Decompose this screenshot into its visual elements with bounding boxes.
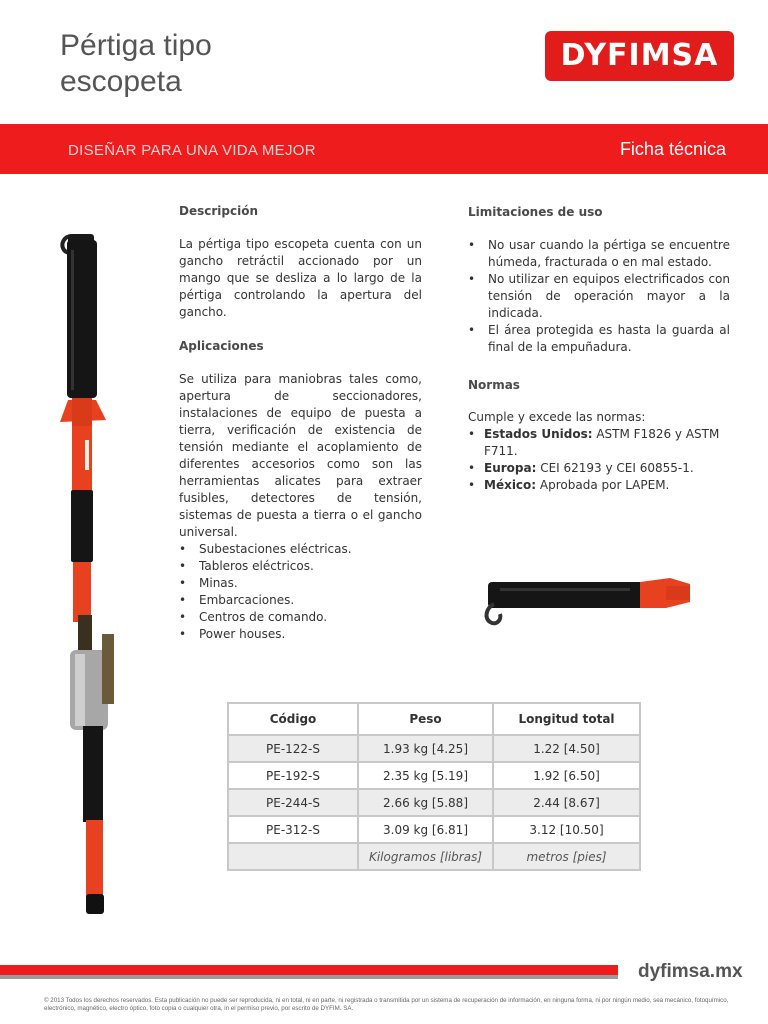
table-cell: PE-122-S <box>228 735 358 762</box>
list-item: • Tableros eléctricos. <box>179 558 422 575</box>
column-header: Longitud total <box>493 703 640 735</box>
normas-list <box>468 426 748 494</box>
header-band <box>0 124 768 174</box>
norma-label: Estados Unidos: <box>484 427 593 441</box>
footer-red-bar <box>0 965 618 975</box>
title-line-1: Pértiga tipo <box>60 29 212 62</box>
table-cell: 1.22 [4.50] <box>493 735 640 762</box>
table-row <box>228 735 640 762</box>
normas-section <box>468 378 748 494</box>
table-cell: 2.44 [8.67] <box>493 789 640 816</box>
list-item: • Centros de comando. <box>179 609 422 626</box>
list-item: • Embarcaciones. <box>179 592 422 609</box>
table-units-row <box>228 843 640 870</box>
table-row <box>228 762 640 789</box>
shotgun-stick-vertical-image <box>50 230 130 920</box>
page-title <box>60 28 360 100</box>
column-header: Código <box>228 703 358 735</box>
left-column <box>179 204 422 643</box>
footer-grey-bar <box>0 975 618 979</box>
table-cell: metros [pies] <box>493 843 640 870</box>
norma-value: ASTM F1826 y ASTM F711. <box>484 427 720 458</box>
list-item: • No utilizar en equipos electrificados con tensión de operación mayor a la indicada. <box>468 271 730 322</box>
table-cell: 1.92 [6.50] <box>493 762 640 789</box>
aplicaciones-heading: Aplicaciones <box>179 339 264 353</box>
list-item: • Minas. <box>179 575 422 592</box>
slogan: DISEÑAR PARA UNA VIDA MEJOR <box>68 142 316 159</box>
list-item: • Power houses. <box>179 626 422 643</box>
table-cell: 1.93 kg [4.25] <box>358 735 493 762</box>
table-cell: PE-244-S <box>228 789 358 816</box>
list-item <box>468 460 748 477</box>
table-cell: PE-312-S <box>228 816 358 843</box>
table-cell <box>228 843 358 870</box>
list-item: • No usar cuando la pértiga se encuentre húmeda, fracturada o en mal estado. <box>468 237 730 271</box>
table-row <box>228 789 640 816</box>
list-item <box>468 477 748 494</box>
copyright-notice: © 2013 Todos los derechos reservados. Esta publicación no puede ser reproducida, ni en total, ni en parte, ni registrada o transmitida por un sistema de recuperación de información, en ninguna forma, ni por ningún medio, sea mecánico, fotoquímico, electrónico, magnético, electro óptico, foto copia o cualquier otra, in el permiso previo, por escrito de DYFIM. SA. <box>44 997 729 1012</box>
table-row <box>228 816 640 843</box>
shotgun-stick-head-image <box>480 574 695 630</box>
table-header-row <box>228 703 640 735</box>
table-cell: Kilogramos [libras] <box>358 843 493 870</box>
limitaciones-list <box>468 237 730 356</box>
limitaciones-heading: Limitaciones de uso <box>468 205 603 219</box>
descripcion-heading: Descripción <box>179 204 258 218</box>
brand-logo <box>545 31 734 81</box>
norma-label: Europa: <box>484 461 537 475</box>
table-cell: PE-192-S <box>228 762 358 789</box>
website-link[interactable]: dyfimsa.mx <box>638 961 743 982</box>
list-item: • El área protegida es hasta la guarda al final de la empuñadura. <box>468 322 730 356</box>
limitaciones-section <box>468 205 730 356</box>
aplicaciones-text: Se utiliza para maniobras tales como, apertura de seccionadores, instalaciones de equipo de puesta a tierra, verificación de existencia de tensión mediante el acoplamiento de diferentes accesorios como son las herramientas alicates para extraer fusibles, detectores de tensión, sistemas de puesta a tierra o el gancho universal. <box>179 372 422 539</box>
list-item: • Subestaciones eléctricas. <box>179 541 422 558</box>
norma-value: CEI 62193 y CEI 60855-1. <box>536 461 694 475</box>
table-cell: 2.66 kg [5.88] <box>358 789 493 816</box>
norma-value: Aprobada por LAPEM. <box>536 478 670 492</box>
column-header: Peso <box>358 703 493 735</box>
spec-table <box>227 702 641 871</box>
aplicaciones-list <box>179 541 422 643</box>
list-item <box>468 426 748 460</box>
logo-text: DYFIMSA <box>560 38 719 73</box>
table-cell: 3.09 kg [6.81] <box>358 816 493 843</box>
title-line-2: escopeta <box>60 65 182 98</box>
normas-intro: Cumple y excede las normas: <box>468 410 646 424</box>
descripcion-text: La pértiga tipo escopeta cuenta con un gancho retráctil accionado por un mango que se desliza a lo largo de la pértiga controlando la apertura del gancho. <box>179 237 422 319</box>
table-cell: 3.12 [10.50] <box>493 816 640 843</box>
ficha-tecnica-label: Ficha técnica <box>619 139 726 159</box>
table-cell: 2.35 kg [5.19] <box>358 762 493 789</box>
normas-heading: Normas <box>468 378 520 392</box>
norma-label: México: <box>484 478 537 492</box>
